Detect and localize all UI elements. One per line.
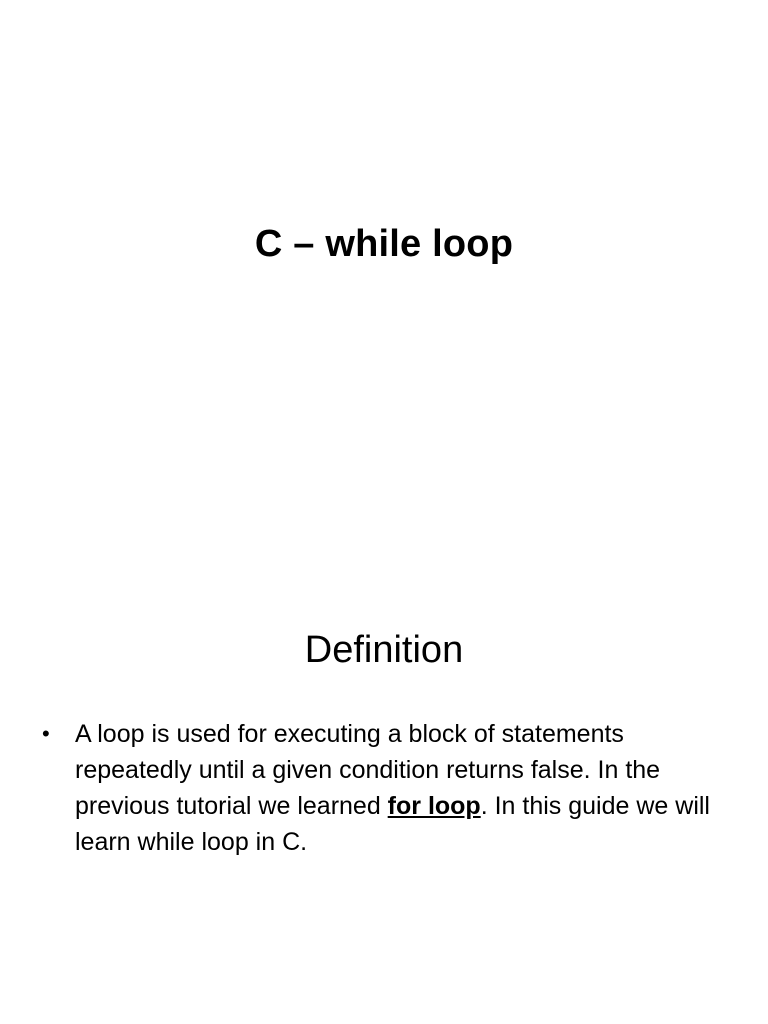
for-loop-link[interactable]: for loop bbox=[387, 792, 481, 820]
definition-heading: Definition bbox=[304, 629, 464, 671]
definition-bullet-list bbox=[42, 716, 732, 860]
slide-title: C – while loop bbox=[254, 223, 514, 265]
bullet-icon: • bbox=[42, 721, 50, 746]
bullet-text-end: . In this guide we will learn while loop in C. bbox=[75, 792, 710, 856]
bullet-text-start: A loop is used for executing a block of statements repeatedly until a given condition returns false. In the previous tutorial we learned bbox=[75, 720, 661, 820]
definition-bullet-item bbox=[42, 716, 732, 860]
